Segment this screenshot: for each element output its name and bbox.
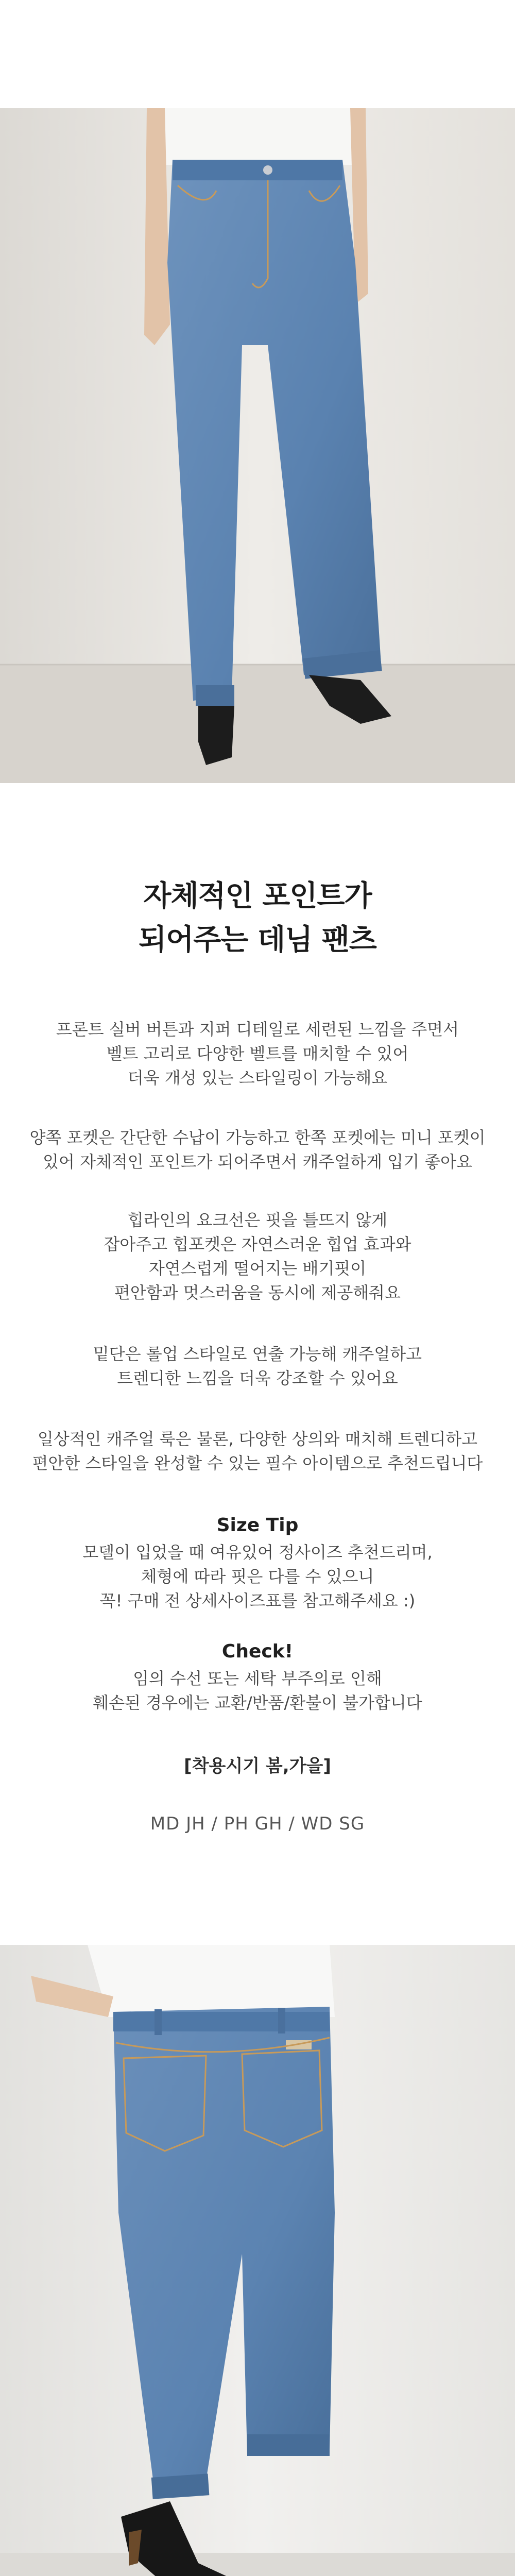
check-text: 임의 수선 또는 세탁 부주의로 인해 훼손된 경우에는 교환/반품/환불이 불가합니다 [93, 1669, 422, 1713]
size-tip-text: 모델이 입었을 때 여유있어 정사이즈 추천드리며, 체형에 따라 핏은 다를 수 있으니 꼭! 구매 전 상세사이즈표를 참고해주세요 :) [82, 1543, 433, 1611]
check-title: Check! [221, 1641, 294, 1662]
description-paragraph-1: 프론트 실버 버튼과 지퍼 디테일로 세련된 느낌을 주면서 벨트 고리로 다양한 벨트를 매치할 수 있어 더욱 개성 있는 스타일링이 가능해요 [56, 1020, 459, 1088]
product-photo-front [0, 108, 515, 783]
season-label: [착용시기 봄,가을] [184, 1756, 331, 1776]
description-paragraph-2: 양쪽 포켓은 간단한 수납이 가능하고 한쪽 포켓에는 미니 포켓이 있어 자체적인 포인트가 되어주면서 캐주얼하게 입기 좋아요 [29, 1128, 486, 1172]
product-description [0, 783, 515, 1945]
description-paragraph-4: 밑단은 롤업 스타일로 연출 가능해 캐주얼하고 트렌디한 느낌을 더욱 강조할 수 있어요 [93, 1344, 422, 1388]
product-photo-back [0, 1945, 515, 2576]
product-photo-front-image [0, 108, 515, 783]
staff-credit: MD JH / PH GH / WD SG [150, 1814, 365, 1834]
description-paragraph-3: 힙라인의 요크선은 핏을 틀뜨지 않게 잡아주고 힙포켓은 자연스러운 힙업 효과와 자연스럽게 떨어지는 배기핏이 편안함과 멋스러움을 동시에 제공해줘요 [104, 1210, 411, 1302]
size-tip-title: Size Tip [216, 1515, 299, 1536]
description-paragraph-5: 일상적인 캐주얼 룩은 물론, 다양한 상의와 매치해 트렌디하고 편안한 스타일을 완성할 수 있는 필수 아이템으로 추천드립니다 [32, 1429, 483, 1473]
headline-line-1: 자체적인 포인트가 [143, 879, 372, 913]
product-photo-back-image [0, 1945, 515, 2576]
headline-line-2: 되어주는 데님 팬츠 [139, 923, 376, 957]
